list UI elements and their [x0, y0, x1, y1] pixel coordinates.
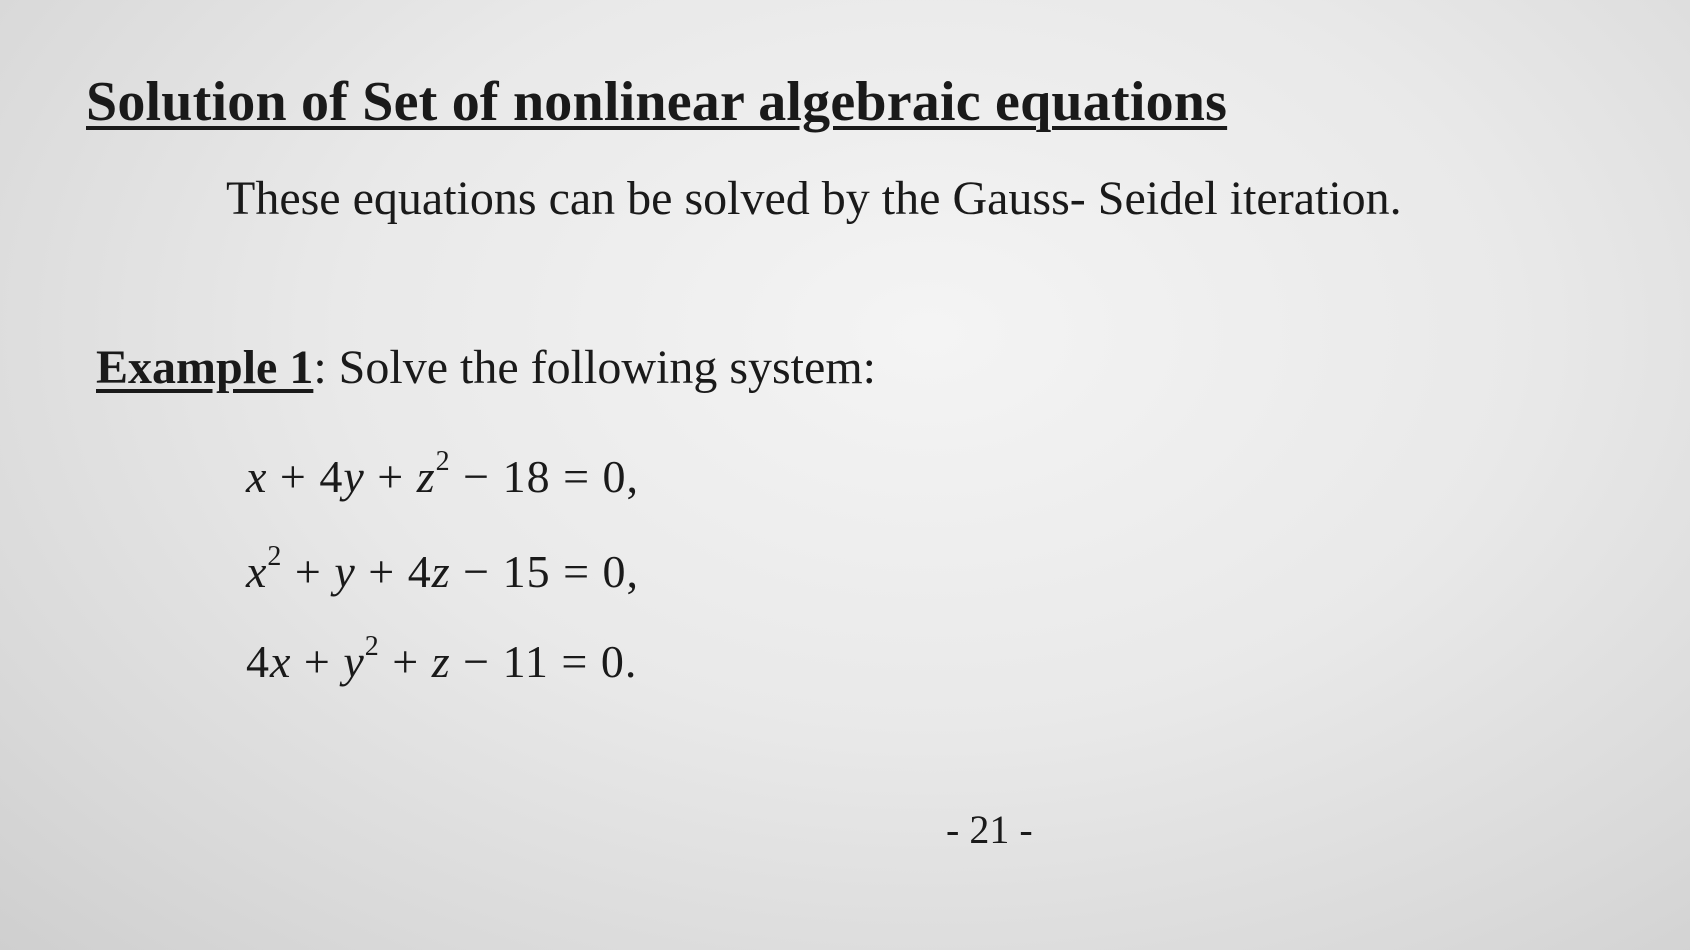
equation-1-term: + 4 [267, 451, 344, 502]
equation-3-var-x: x [270, 636, 292, 687]
page-number: - 21 - [946, 807, 1033, 852]
equation-2-term: + [282, 546, 335, 597]
equation-3-term: + [379, 636, 432, 687]
equation-2-exponent: 2 [267, 541, 283, 572]
equation-3-var-y: y [343, 636, 365, 687]
equation-1-term: + [364, 451, 417, 502]
equation-1-var-x: x [246, 451, 268, 502]
equation-3-term: − 11 = 0. [450, 636, 638, 687]
example-text: : Solve the following system: [313, 341, 876, 394]
equation-1-var-z: z [416, 451, 436, 502]
equation-3-exponent: 2 [364, 631, 380, 662]
example-heading [96, 340, 876, 395]
equation-1-term: − 18 = 0, [450, 451, 640, 502]
equation-2-term: + 4 [355, 546, 432, 597]
equation-1 [246, 446, 640, 503]
equation-2-term: − 15 = 0, [450, 546, 640, 597]
equation-3-var-z: z [431, 636, 451, 687]
equation-2 [246, 541, 640, 598]
equation-2-var-y: y [334, 546, 356, 597]
intro-text: These equations can be solved by the Gauss- Seidel iteration. [226, 172, 1402, 225]
equation-3 [246, 631, 638, 688]
page-title: Solution of Set of nonlinear algebraic equations [86, 71, 1228, 133]
equation-2-var-z: z [431, 546, 451, 597]
example-label: Example 1 [96, 341, 314, 394]
equation-3-term: + [291, 636, 344, 687]
equation-2-var-x: x [246, 546, 268, 597]
equation-1-var-y: y [343, 451, 365, 502]
equation-1-exponent: 2 [435, 446, 451, 477]
equation-3-term: 4 [246, 636, 270, 687]
